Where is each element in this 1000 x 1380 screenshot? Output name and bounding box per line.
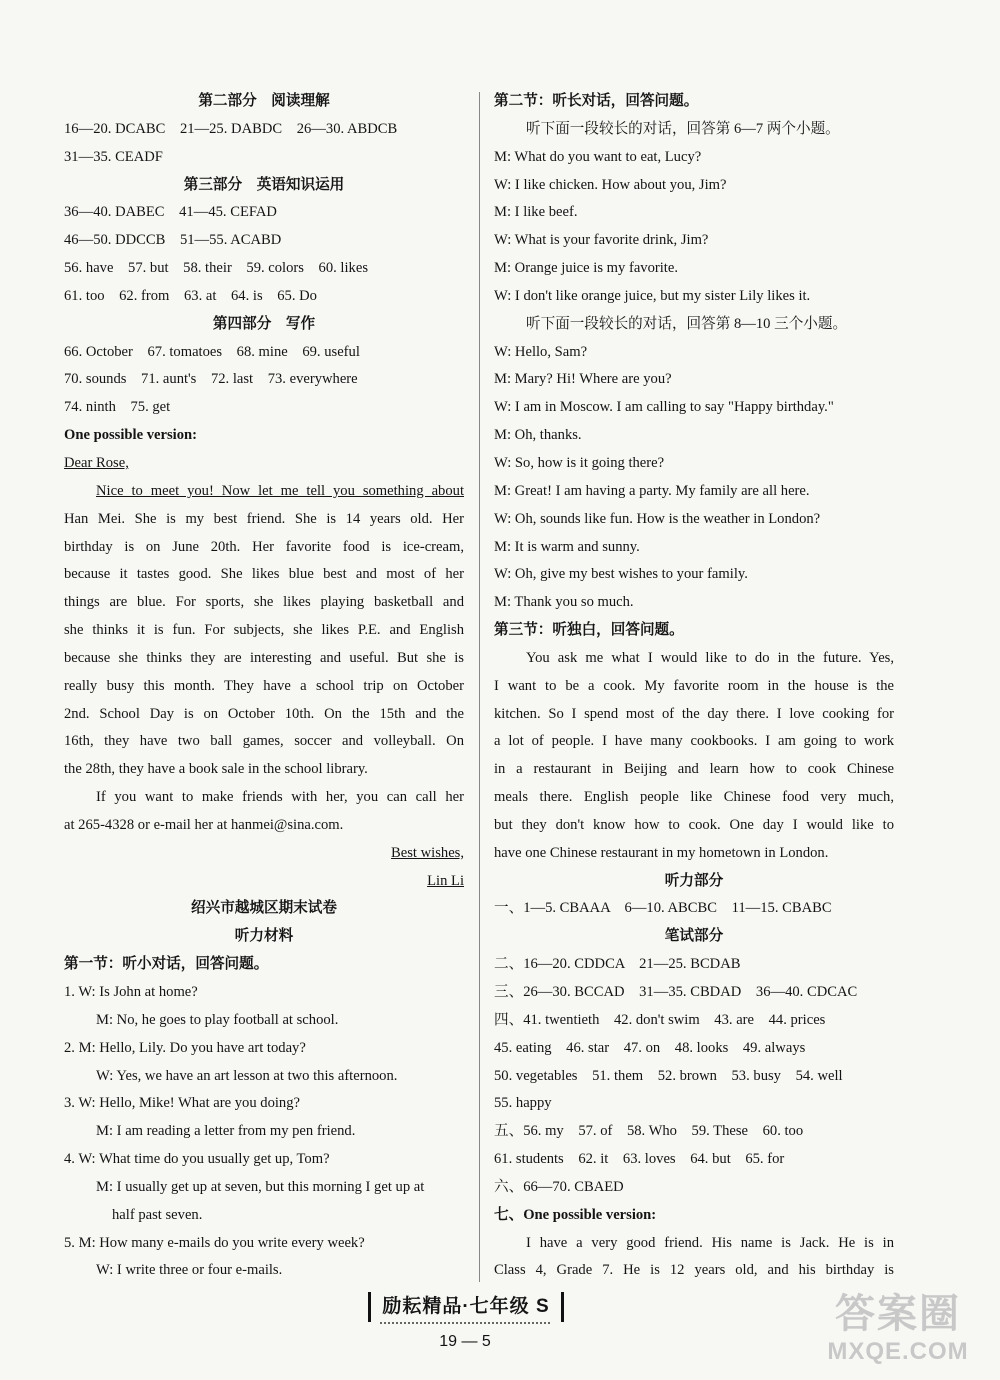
left-column-line: 56. have 57. but 58. their 59. colors 60. likes (64, 260, 368, 277)
left-column-line: 61. too 62. from 63. at 64. is 65. Do (64, 287, 317, 304)
left-column-line: things are blue. For sports, she likes playing basketball and (64, 594, 464, 611)
right-column-line: 七、One possible version: (494, 1206, 657, 1223)
right-column-line: W: Oh, sounds like fun. How is the weather in London? (494, 510, 821, 527)
left-column-line: 16—20. DCABC 21—25. DABDC 26—30. ABDCB (64, 120, 398, 137)
left-column-line: 第二部分 阅读理解 (198, 93, 330, 109)
left-column-line: 3. W: Hello, Mike! What are you doing? (64, 1095, 301, 1112)
right-column-line: I have a very good friend. His name is Jack. He is in (526, 1234, 894, 1251)
left-column-line: 4. W: What time do you usually get up, Tom? (64, 1151, 330, 1168)
right-column-line: W: Oh, give my best wishes to your family. (494, 566, 748, 583)
page-number: 19 — 5 (439, 1333, 491, 1350)
right-column-line: 50. vegetables 51. them 52. brown 53. busy 54. well (494, 1067, 843, 1084)
left-column-line: 2nd. School Day is on October 10th. On the 15th and the (64, 705, 464, 722)
right-column-line: W: I don't like orange juice, but my sister Lily likes it. (494, 287, 811, 304)
left-column-line: 70. sounds 71. aunt's 72. last 73. everywhere (64, 371, 358, 388)
left-column-line: One possible version: (64, 427, 197, 444)
left-column-line: 听力材料 (234, 928, 294, 945)
right-column-line: 第二节：听长对话，回答问题。 (494, 93, 699, 109)
left-column-line: 第四部分 写作 (212, 315, 316, 332)
left-column-line: 31—35. CEADF (64, 148, 163, 165)
watermark-logo (808, 1290, 988, 1370)
footer-brand: 励耘精品·七年级 S (368, 1292, 564, 1322)
left-column-line: at 265-4328 or e-mail her at hanmei@sina.com. (64, 816, 344, 833)
left-column-line: Lin Li (427, 872, 464, 889)
right-column-line: M: Orange juice is my favorite. (494, 260, 678, 277)
right-column (494, 88, 894, 1285)
left-column-line: 2. M: Hello, Lily. Do you have art today? (64, 1039, 306, 1056)
left-column-line: 第三部分 英语知识运用 (183, 176, 345, 193)
left-column-line: 46—50. DDCCB 51—55. ACABD (64, 232, 282, 249)
footer-dots (380, 1322, 550, 1328)
right-column-line: M: Oh, thanks. (494, 427, 582, 444)
right-column-line: in a restaurant in Beijing and learn how to cook Chinese (494, 761, 894, 778)
right-column-line: 六、66—70. CBAED (494, 1178, 624, 1195)
left-column-line: Nice to meet you! Now let me tell you something about (96, 482, 464, 499)
left-column (64, 88, 464, 1285)
column-divider (479, 92, 480, 1282)
right-column-line: 61. students 62. it 63. loves 64. but 65. for (494, 1151, 785, 1168)
right-column-line: M: What do you want to eat, Lucy? (494, 148, 702, 165)
left-column-line: 36—40. DABEC 41—45. CEFAD (64, 204, 277, 221)
right-column-line: but they don't know how to cook. One day I would like to (494, 816, 894, 833)
right-column-line: 二、16—20. CDDCA 21—25. BCDAB (494, 956, 741, 973)
right-column-line: W: So, how is it going there? (494, 454, 665, 471)
left-column-line: M: I am reading a letter from my pen friend. (96, 1123, 356, 1140)
left-column-line: W: Yes, we have an art lesson at two this afternoon. (96, 1067, 398, 1084)
left-column-line: birthday is on June 20th. Her favorite food is ice-cream, (64, 538, 464, 555)
right-column-line: W: I am in Moscow. I am calling to say "Happy birthday." (494, 399, 834, 416)
right-column-line: 笔试部分 (664, 928, 724, 945)
right-column-line: 听下面一段较长的对话，回答第 8—10 三个小题。 (526, 315, 848, 332)
left-column-line: 5. M: How many e-mails do you write every week? (64, 1234, 365, 1251)
right-column-line: M: Thank you so much. (494, 594, 634, 611)
right-column-line: a lot of people. I have many cookbooks. I am going to work (494, 733, 894, 750)
left-column-line: Best wishes, (391, 844, 464, 861)
left-column-line: because it tastes good. She likes blue best and most of her (64, 566, 464, 583)
right-column-line: 55. happy (494, 1095, 552, 1112)
left-column-line: 74. ninth 75. get (64, 399, 171, 416)
watermark-url: MXQE.COM (827, 1338, 969, 1365)
right-column-line: have one Chinese restaurant in my hometown in London. (494, 844, 829, 861)
right-column-line: M: It is warm and sunny. (494, 538, 640, 555)
left-column-line: because she thinks they are interesting and useful. But she is (64, 649, 464, 666)
right-column-line: W: What is your favorite drink, Jim? (494, 232, 709, 249)
right-column-line: M: Mary? Hi! Where are you? (494, 371, 672, 388)
right-column-line: 一、1—5. CBAAA 6—10. ABCBC 11—15. CBABC (494, 900, 832, 917)
watermark-text: 答案圈 (835, 1292, 961, 1336)
right-column-line: You ask me what I would like to do in the future. Yes, (526, 649, 894, 666)
left-column-line: Han Mei. She is my best friend. She is 14 years old. Her (64, 510, 464, 527)
left-column-line: 第一节：听小对话，回答问题。 (64, 956, 269, 973)
right-column-line: W: I like chicken. How about you, Jim? (494, 176, 727, 193)
left-column-line: the 28th, they have a book sale in the school library. (64, 761, 368, 778)
left-column-line: If you want to make friends with her, you can call her (96, 789, 464, 806)
right-column-line: 四、41. twentieth 42. don't swim 43. are 44. prices (494, 1011, 826, 1028)
right-column-line: 三、26—30. BCCAD 31—35. CBDAD 36—40. CDCAC (494, 984, 858, 1000)
right-column-line: I want to be a cook. My favorite room in the house is the (494, 677, 894, 694)
left-column-line: W: I write three or four e-mails. (96, 1262, 283, 1279)
left-column-line: half past seven. (112, 1206, 203, 1223)
right-column-line: 听力部分 (664, 872, 724, 889)
left-column-line: 16th, they have two ball games, soccer and volleyball. On (64, 733, 464, 750)
right-column-line: 五、56. my 57. of 58. Who 59. These 60. too (494, 1123, 804, 1140)
right-column-line: W: Hello, Sam? (494, 343, 588, 360)
left-column-line: she thinks it is fun. For subjects, she likes P.E. and English (64, 622, 464, 639)
left-column-line: really busy this month. They have a school trip on October (64, 677, 464, 694)
left-column-line: 1. W: Is John at home? (64, 984, 198, 1000)
right-column-line: M: I like beef. (494, 204, 578, 221)
right-column-line: 45. eating 46. star 47. on 48. looks 49. always (494, 1039, 806, 1056)
right-column-line: kitchen. So I spend most of the day there. I love cooking for (494, 705, 894, 722)
right-column-line: 第三节：听独白，回答问题。 (494, 622, 684, 639)
right-column-line: meals there. English people like Chinese food very much, (494, 789, 894, 806)
right-column-line: Class 4, Grade 7. He is 12 years old, and his birthday is (494, 1262, 894, 1279)
left-column-line: 66. October 67. tomatoes 68. mine 69. useful (64, 343, 360, 360)
left-column-line: M: I usually get up at seven, but this morning I get up at (96, 1178, 425, 1195)
left-column-line: Dear Rose, (64, 454, 129, 471)
left-column-line: 绍兴市越城区期末试卷 (191, 900, 337, 917)
right-column-line: 听下面一段较长的对话，回答第 6—7 两个小题。 (526, 120, 840, 137)
right-column-line: M: Great! I am having a party. My family are all here. (494, 482, 810, 499)
left-column-line: M: No, he goes to play football at school. (96, 1011, 339, 1028)
